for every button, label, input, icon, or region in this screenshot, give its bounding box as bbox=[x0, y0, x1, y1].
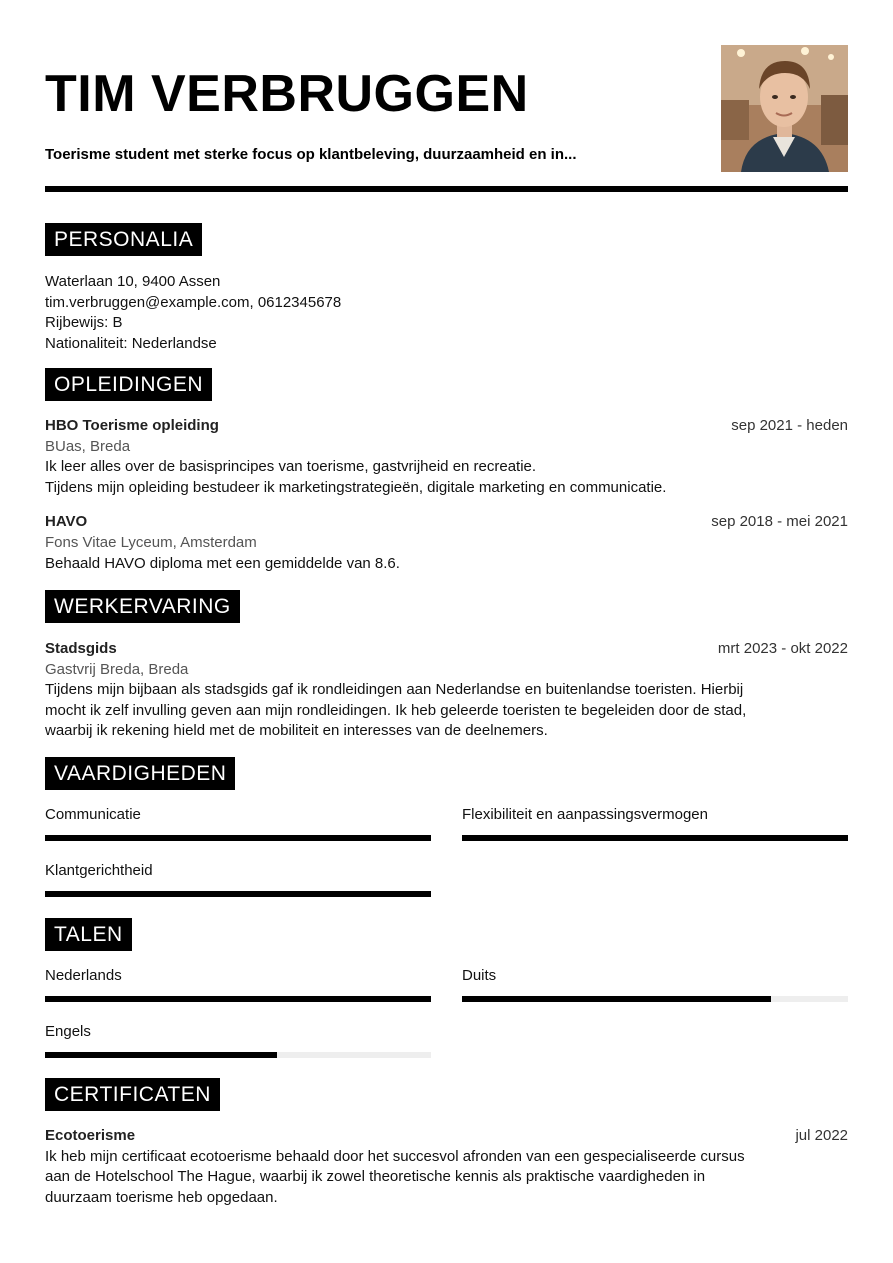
skill-bar-fill bbox=[45, 835, 431, 841]
drivers-license: Rijbewijs: B bbox=[45, 314, 123, 332]
header-divider bbox=[45, 186, 848, 192]
section-title-werkervaring: WERKERVARING bbox=[45, 590, 240, 623]
language-item bbox=[45, 1022, 431, 1042]
entry-date: mrt 2023 - okt 2022 bbox=[717, 640, 848, 657]
profile-photo bbox=[721, 45, 848, 172]
resume-page bbox=[45, 0, 848, 1206]
entry-date: sep 2018 - mei 2021 bbox=[711, 513, 848, 531]
section-title-certificaten: CERTIFICATEN bbox=[45, 1078, 220, 1111]
entry-date: sep 2021 - heden bbox=[731, 417, 848, 434]
skill-item bbox=[45, 805, 431, 825]
skill-bar-track bbox=[462, 835, 848, 841]
language-label: Duits bbox=[462, 967, 497, 984]
entry-date: jul 2022 bbox=[795, 1127, 848, 1144]
skill-bar-track bbox=[45, 891, 431, 897]
entry-description: Tijdens mijn opleiding bestudeer ik marketingstrategieën, digitale marketing en communicatie. bbox=[45, 478, 667, 496]
entry-organization: BUas, Breda bbox=[45, 437, 131, 455]
skill-label: Klantgerichtheid bbox=[45, 862, 153, 879]
entry-organization: Fons Vitae Lyceum, Amsterdam bbox=[45, 533, 257, 551]
skill-bar-fill bbox=[462, 835, 848, 841]
entry-description: waarbij ik rekening hield met de mobiliteit en interesses van de deelnemers. bbox=[45, 722, 548, 740]
language-label: Engels bbox=[45, 1023, 91, 1040]
section-certificaten bbox=[45, 1078, 848, 1208]
entry-title: Ecotoerisme bbox=[45, 1127, 136, 1144]
language-item bbox=[462, 966, 848, 986]
contact-info: tim.verbruggen@example.com, 0612345678 bbox=[45, 293, 342, 311]
nationality: Nationaliteit: Nederlandse bbox=[45, 334, 217, 352]
section-vaardigheden bbox=[45, 757, 848, 902]
address: Waterlaan 10, 9400 Assen bbox=[45, 273, 221, 290]
skill-item bbox=[462, 805, 848, 825]
language-bar-fill bbox=[45, 1052, 277, 1058]
person-name: TIM VERBRUGGEN bbox=[45, 65, 529, 123]
entry-description: Behaald HAVO diploma met een gemiddelde van 8.6. bbox=[45, 554, 400, 572]
language-bar-fill bbox=[462, 996, 771, 1002]
section-title-opleidingen: OPLEIDINGEN bbox=[45, 368, 212, 401]
language-item bbox=[45, 966, 431, 986]
entry-description: duurzaam toerisme heb opgedaan. bbox=[45, 1188, 278, 1206]
entry-description: aan de Hotelschool The Hague, waarbij ik zowel theoretische kennis als praktische vaardigheden in bbox=[45, 1168, 706, 1186]
section-werkervaring bbox=[45, 590, 848, 742]
entry-title: HBO Toerisme opleiding bbox=[45, 417, 219, 434]
entry-description: Tijdens mijn bijbaan als stadsgids gaf ik rondleidingen aan Nederlandse en buitenlandse toeristen. Hierbij bbox=[45, 681, 744, 699]
section-title-personalia: PERSONALIA bbox=[45, 223, 202, 256]
language-bar-track bbox=[462, 996, 848, 1002]
section-opleidingen bbox=[45, 368, 848, 574]
language-bar-fill bbox=[45, 996, 431, 1002]
work-entry bbox=[45, 639, 848, 742]
skill-label: Communicatie bbox=[45, 806, 141, 823]
entry-description: mocht ik zelf invulling geven aan mijn rondleidingen. Ik heb geleerde toeristen te begeleiden door de stad, bbox=[45, 701, 747, 719]
language-bar-track bbox=[45, 996, 431, 1002]
education-entry bbox=[45, 512, 848, 574]
skill-bar-track bbox=[45, 835, 431, 841]
language-bar-track bbox=[45, 1052, 431, 1058]
entry-organization: Gastvrij Breda, Breda bbox=[45, 660, 189, 678]
certificate-entry bbox=[45, 1126, 848, 1208]
language-label: Nederlands bbox=[45, 967, 122, 984]
entry-title: HAVO bbox=[45, 513, 88, 531]
entry-description: Ik leer alles over de basisprincipes van toerisme, gastvrijheid en recreatie. bbox=[45, 458, 537, 476]
skill-bar-fill bbox=[45, 891, 431, 897]
skill-item bbox=[45, 861, 431, 881]
section-title-talen: TALEN bbox=[45, 918, 132, 951]
education-entry bbox=[45, 416, 848, 498]
entry-description: Ik heb mijn certificaat ecotoerisme behaald door het succesvol afronden van een gespecialiseerde cursus bbox=[45, 1147, 745, 1165]
resume-header bbox=[45, 0, 848, 195]
entry-title: Stadsgids bbox=[45, 640, 117, 657]
section-personalia bbox=[45, 223, 848, 354]
person-tagline: Toerisme student met sterke focus op klantbeleving, duurzaamheid en in... bbox=[45, 146, 577, 163]
section-title-vaardigheden: VAARDIGHEDEN bbox=[45, 757, 235, 790]
skill-label: Flexibiliteit en aanpassingsvermogen bbox=[462, 806, 708, 823]
section-talen bbox=[45, 918, 848, 1063]
